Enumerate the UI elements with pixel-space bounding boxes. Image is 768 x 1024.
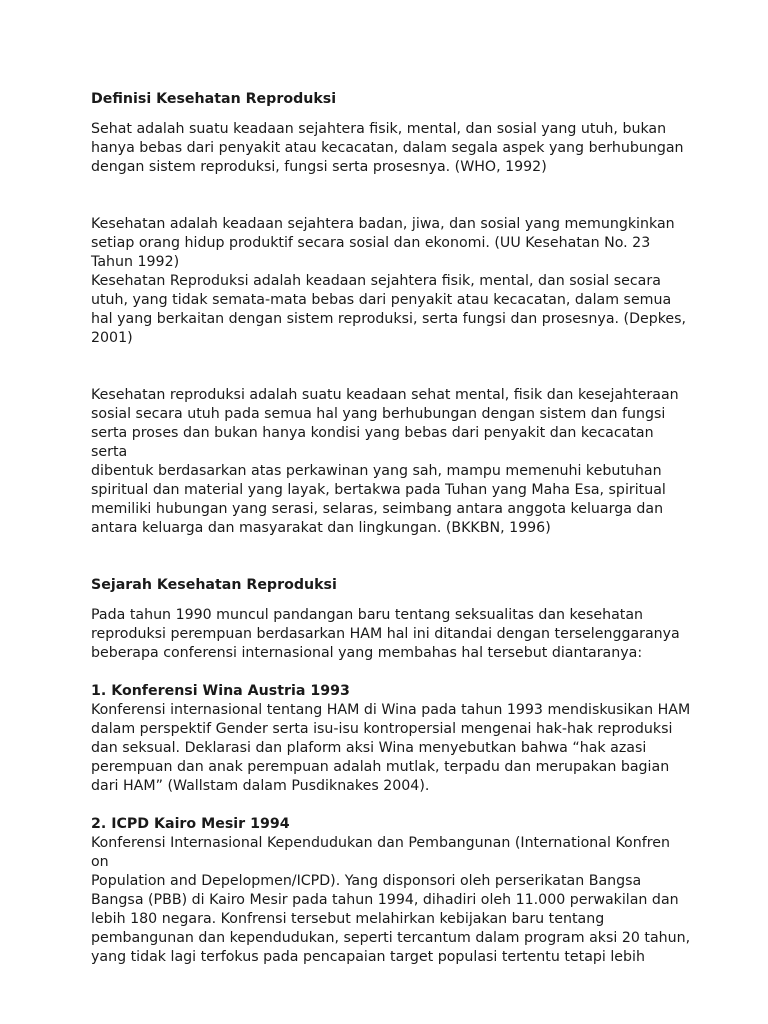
section-title-sejarah: Sejarah Kesehatan Reproduksi (91, 577, 337, 593)
spacer (91, 348, 691, 386)
paragraph-history-intro: Pada tahun 1990 muncul pandangan baru tentang seksualitas dan kesehatan reproduksi perempuan berdasarkan HAM hal ini ditandai dengan terselenggaranya beberapa conferensi internasional yang membahas hal tersebut diantaranya: (91, 607, 680, 661)
document-page (91, 90, 691, 967)
paragraph-who-definition: Sehat adalah suatu keadaan sejahtera fisik, mental, dan sosial yang utuh, bukan hanya bebas dari penyakit atau kecacatan, dalam segala aspek yang berhubungan dengan sistem reproduksi, fungsi serta prosesnya. (WHO, 1992) (91, 121, 684, 175)
paragraph-bkkbn-definition: Kesehatan reproduksi adalah suatu keadaan sehat mental, fisik dan kesejahteraan sosial secara utuh pada semua hal yang berhubungan dengan sistem dan fungsi serta proses dan bukan hanya kondisi yang bebas dari penyakit dan kecacatan serta dibentuk berdasarkan atas perkawinan yang sah, mampu memenuhi kebutuhan spiritual dan material yang layak, bertakwa pada Tuhan yang Maha Esa, spiritual memiliki hubungan yang serasi, selaras, seimbang antara anggota keluarga dan antara keluarga dan masyarakat dan lingkungan. (BKKBN, 1996) (91, 387, 679, 536)
section-title-definisi: Definisi Kesehatan Reproduksi (91, 91, 337, 107)
spacer (91, 177, 691, 215)
paragraph-wina: Konferensi internasional tentang HAM di Wina pada tahun 1993 mendiskusikan HAM dalam perspektif Gender serta isu-isu kontropersial mengenai hak-hak reproduksi dan seksual. Deklarasi dan plaform aksi Wina menyebutkan bahwa “hak azasi perempuan dan anak perempuan adalah mutlak, terpadu dan merupakan bagian dari HAM” (Wallstam dalam Pusdiknakes 2004). (91, 702, 691, 794)
spacer (91, 595, 691, 606)
spacer (91, 538, 691, 576)
subheading-wina: 1. Konferensi Wina Austria 1993 (91, 683, 350, 699)
spacer (91, 663, 691, 682)
spacer (91, 796, 691, 815)
spacer (91, 109, 691, 120)
subheading-icpd: 2. ICPD Kairo Mesir 1994 (91, 816, 290, 832)
paragraph-uu-depkes-definition: Kesehatan adalah keadaan sejahtera badan, jiwa, dan sosial yang memungkinkan setiap orang hidup produktif secara sosial dan ekonomi. (UU Kesehatan No. 23 Tahun 1992) Kesehatan Reproduksi adalah keadaan sejahtera fisik, mental, dan sosial secara utuh, yang tidak semata-mata bebas dari penyakit atau kecacatan, dalam semua hal yang berkaitan dengan sistem reproduksi, serta fungsi dan prosesnya. (Depkes, 2001) (91, 216, 687, 346)
paragraph-icpd: Konferensi Internasional Kependudukan dan Pembangunan (International Konfren on Population and Depelopmen/ICPD). Yang disponsori oleh perserikatan Bangsa Bangsa (PBB) di Kairo Mesir pada tahun 1994, dihadiri oleh 11.000 perwakilan dan lebih 180 negara. Konfrensi tersebut melahirkan kebijakan baru tentang pembangunan dan kependudukan, seperti tercantum dalam program aksi 20 tahun, yang tidak lagi terfokus pada pencapaian target populasi tertentu tetapi lebih (91, 835, 691, 965)
